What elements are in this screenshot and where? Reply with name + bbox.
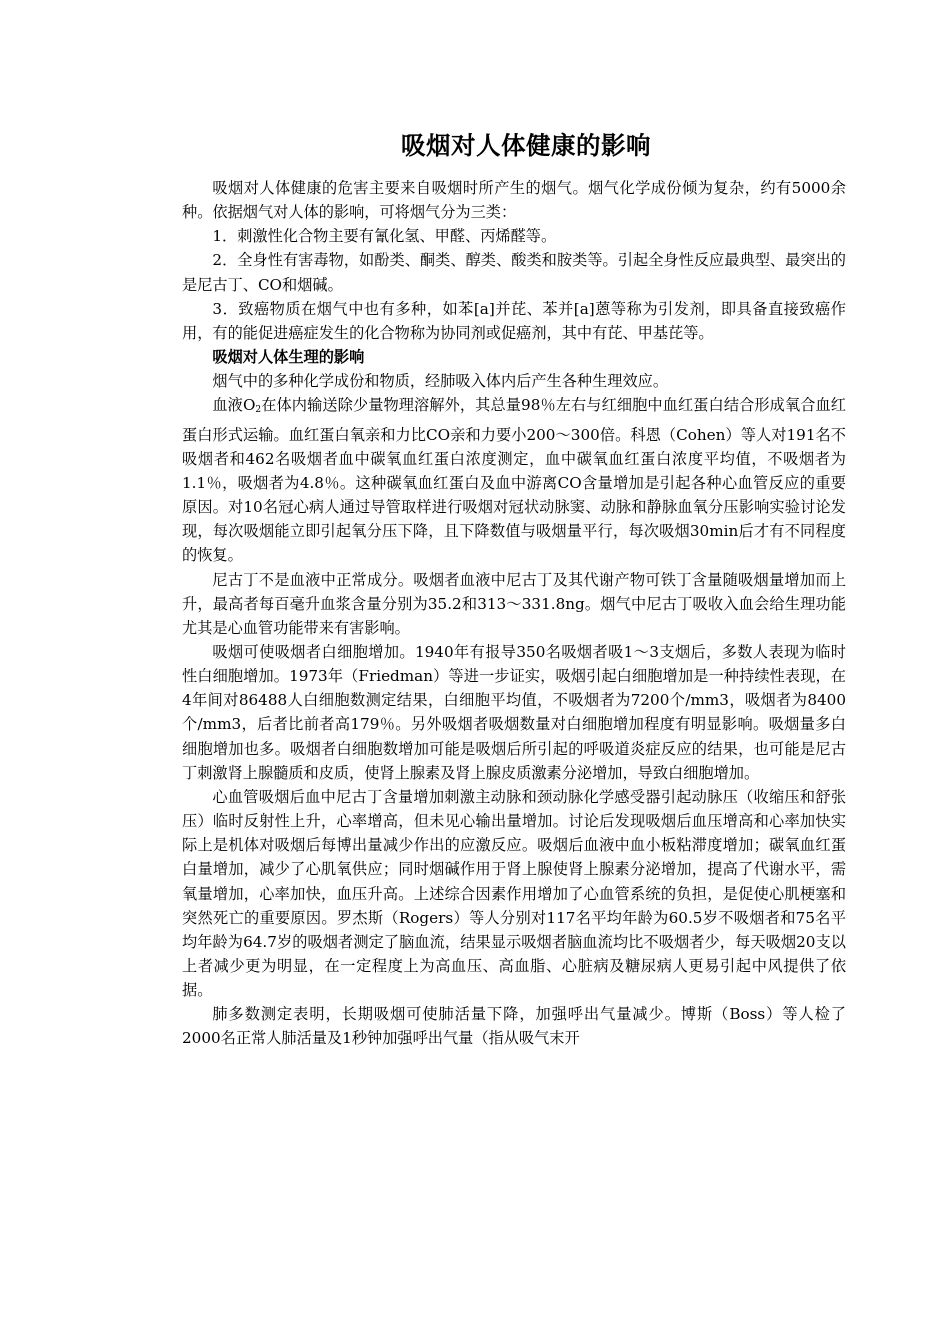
list-item: 3．致癌物质在烟气中也有多种，如苯[a]并芘、苯并[a]蒽等称为引发剂，即具备直接致癌作用，有的能促进癌症发生的化合物称为协同剂或促癌剂，其中有芘、甲基芘等。 [182,299,846,342]
intro-paragraph: 吸烟对人体健康的危害主要来自吸烟时所产生的烟气。烟气化学成份倾为复杂，约有5000余种。依据烟气对人体的影响，可将烟气分为三类： [182,179,846,222]
nicotine-paragraph: 尼古丁不是血液中正常成分。吸烟者血液中尼古丁及其代谢产物可铁丁含量随吸烟量增加而上升，最高者每百毫升血浆含量分别为35.2和313～331.8ng。烟气中尼古丁吸收入血会给生理功能尤其是心血管功能带来有害影响。 [182,570,846,637]
section-intro-paragraph: 烟气中的多种化学成份和物质，经肺吸入体内后产生各种生理效应。 [212,372,669,391]
document-title: 吸烟对人体健康的影响 [401,131,651,160]
section-heading: 吸烟对人体生理的影响 [212,348,365,367]
white-blood-cell-paragraph: 吸烟可使吸烟者白细胞增加。1940年有报导350名吸烟者吸1～3支烟后，多数人表现为临时性白细胞增加。1973年（Friedman）等进一步证实，吸烟引起白细胞增加是一种持续性表现，在4年间对86488人白细胞数测定结果，白细胞平均值，不吸烟者为7200个/mm3，吸烟者为8400个/mm3，后者比前者高179％。另外吸烟者吸烟数量对白细胞增加程度有明显影响。吸烟量多白细胞增加也多。吸烟者白细胞数增加可能是吸烟后所引起的呼吸道炎症反应的结果，也可能是尼古丁刺激肾上腺髓质和皮质，使肾上腺素及肾上腺皮质激素分泌增加，导致白细胞增加。 [182,642,846,782]
subscript-2: 2 [255,405,262,416]
list-item: 2．全身性有害毒物，如酚类、酮类、醇类、酸类和胺类等。引起全身性反应最典型、最突出的是尼古丁、CO和烟碱。 [182,251,846,294]
blood-oxygen-paragraph [182,393,846,567]
list-item: 1．刺激性化合物主要有氰化氢、甲醛、丙烯醛等。 [212,227,557,246]
blood-rest: 在体内输送除少量物理溶解外，其总量98％左右与红细胞中血红蛋白结合形成氧合血红蛋白形式运输。血红蛋白氧亲和力比CO亲和力要小200～300倍。科恩（Cohen）等人对191名不吸烟者和462名吸烟者血中碳氧血红蛋白浓度测定，血中碳氧血红蛋白浓度平均值，不吸烟者为1.1％，吸烟者为4.8％。这种碳氧血红蛋白及血中游离CO含量增加是引起各种心血管反应的重要原因。对10名冠心病人通过导管取样进行吸烟对冠状动脉窦、动脉和静脉血氧分压影响实验讨论发现，每次吸烟能立即引起氧分压下降，且下降数值与吸烟量平行，每次吸烟30min后才有不同程度的恢复。 [182,396,846,565]
cardiovascular-paragraph: 心血管吸烟后血中尼古丁含量增加刺激主动脉和颈动脉化学感受器引起动脉压（收缩压和舒张压）临时反射性上升，心率增高，但未见心输出量增加。讨论后发现吸烟后血压增高和心率加快实际上是机体对吸烟后每博出量减少作出的应激反应。吸烟后血液中血小板粘滞度增加；碳氧血红蛋白量增加，减少了心肌氧供应；同时烟碱作用于肾上腺使肾上腺素分泌增加，提高了代谢水平，需氧量增加，心率加快，血压升高。上述综合因素作用增加了心血管系统的负担，是促使心肌梗塞和突然死亡的重要原因。罗杰斯（Rogers）等人分别对117名平均年龄为60.5岁不吸烟者和75名平均年龄为64.7岁的吸烟者测定了脑血流，结果显示吸烟者脑血流均比不吸烟者少，每天吸烟20支以上者减少更为明显，在一定程度上为高血压、高血脂、心脏病及糖尿病人更易引起中风提供了依据。 [182,787,846,1000]
lung-paragraph: 肺多数测定表明，长期吸烟可使肺活量下降，加强呼出气量减少。博斯（Boss）等人检了2000名正常人肺活量及1秒钟加强呼出气量（指从吸气末开 [182,1005,846,1048]
document-page [182,128,846,1051]
blood-prefix: 血液O [212,396,256,415]
